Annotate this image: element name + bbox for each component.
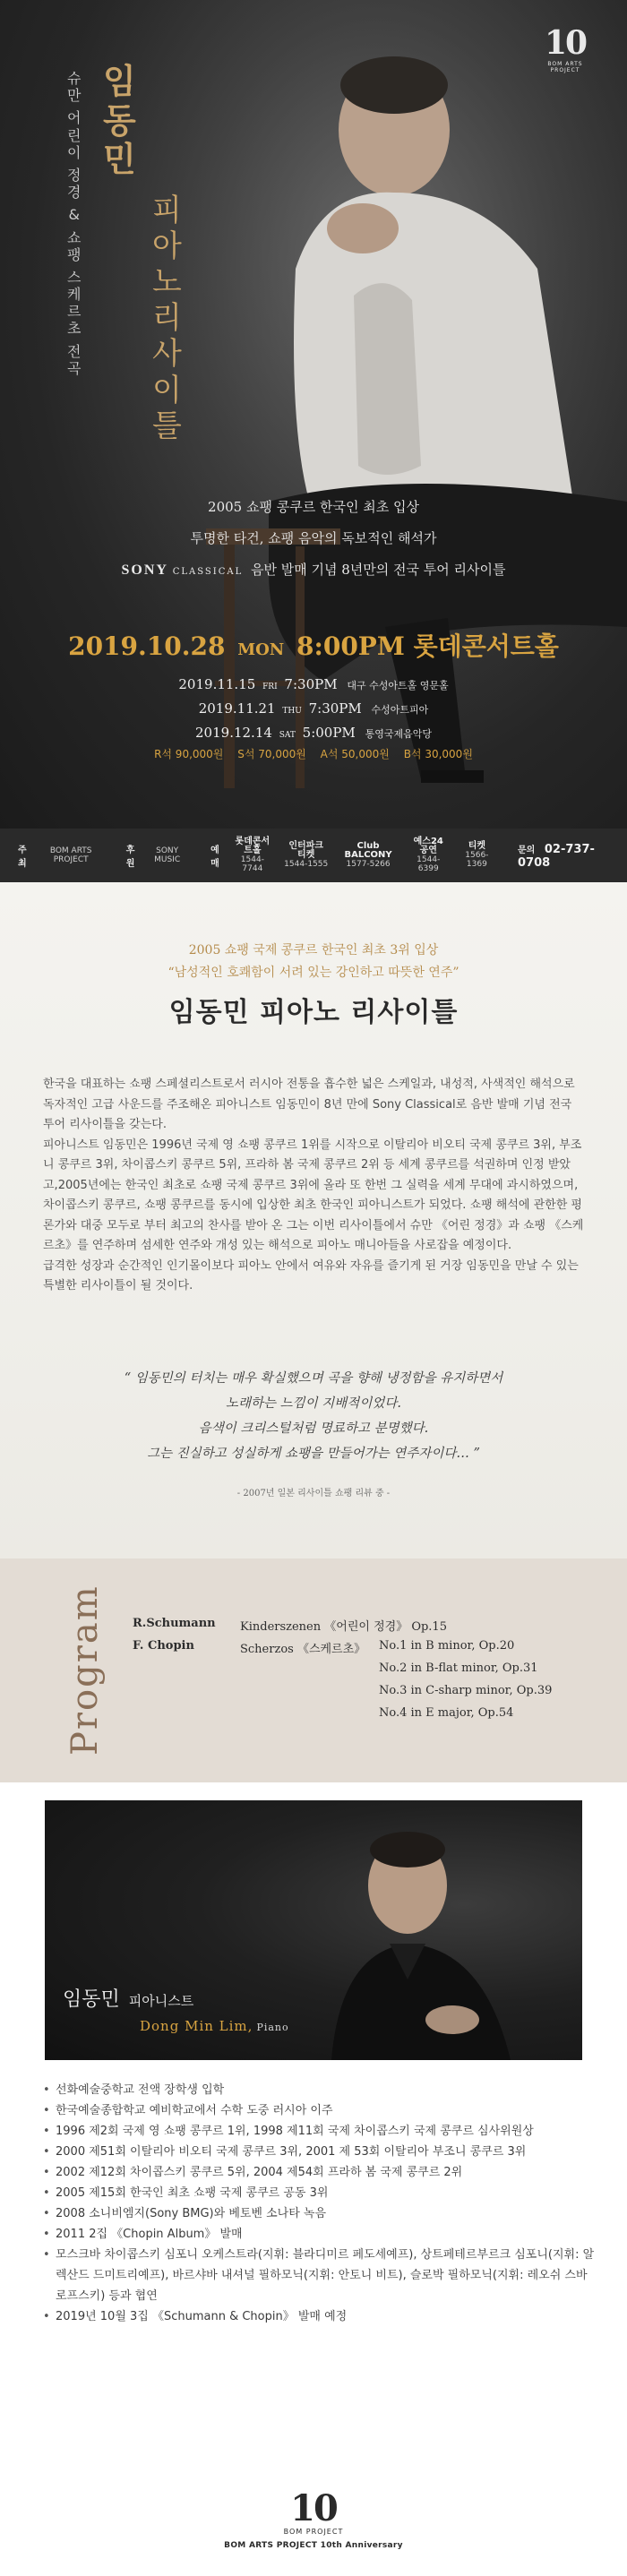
album-tour-text: 음반 발매 기념 8년만의 전국 투어 리사이틀 xyxy=(251,562,506,578)
bio-paragraph: 급격한 성장과 순간적인 인기몰이보다 피아노 안에서 여유와 자유를 즐기게 된 거장 임동민을 만날 수 있는 특별한 리사이틀이 될 것이다. xyxy=(43,1258,579,1292)
pianist-profile-image xyxy=(45,1800,582,2060)
review-source: - 2007년 일본 리사이틀 쇼팽 리뷰 중 - xyxy=(236,1489,391,1498)
main-concert-date xyxy=(0,627,627,663)
title-char: 사 xyxy=(152,336,182,373)
vendor-phone: 1544-6399 xyxy=(417,855,441,873)
vendor-phone: 1544-7744 xyxy=(240,855,264,873)
subtitle-char: 린 xyxy=(67,126,82,144)
ticket-vendor[interactable] xyxy=(284,842,328,869)
name-char: 동 xyxy=(103,100,136,141)
ticket-vendor[interactable] xyxy=(232,837,273,873)
host-group xyxy=(18,842,114,869)
review-line: 그는 진실하고 성실하게 쇼팽을 만들어가는 연주자이다… ” xyxy=(147,1447,480,1461)
subtitle-char: 케 xyxy=(67,286,82,304)
price-s: S석 70,000원 xyxy=(237,748,306,760)
career-item: • 모스크바 차이콥스키 심포니 오케스트라(지휘: 블라디미르 페도세예프), 상트페테르부르크 심포니(지휘: 알렉산드 드미트리예프), 바르샤바 내셔널 필하모닉(지휘: 안토니 비트), 슬로박 필하모닉(지휘: 레오쉬 스바로프스키) 등과 협연 xyxy=(43,2245,598,2306)
tour-venue: 통영국제음악당 xyxy=(365,728,432,740)
program-row xyxy=(133,1617,598,1639)
vendor-name: 예스24 공연 xyxy=(413,837,443,855)
title-char: 틀 xyxy=(152,408,182,444)
title-char: 피 xyxy=(152,193,182,228)
main-time: 8:00PM xyxy=(296,631,405,661)
title-char: 노 xyxy=(152,264,182,301)
review-line: 노래하는 느낌이 지배적이었다. xyxy=(226,1396,401,1411)
sponsor-label: 후원 xyxy=(125,846,135,869)
vendor-phone: 1577-5266 xyxy=(346,860,391,869)
ticket-vendor[interactable] xyxy=(408,837,449,873)
inquiry-number: 02-737-0708 xyxy=(518,842,595,870)
profile-name xyxy=(63,1984,193,2012)
name-char: 민 xyxy=(103,140,136,180)
vertical-name xyxy=(103,63,136,180)
tour-venue: 대구 수성아트홀 영문홀 xyxy=(347,680,449,691)
tagline-quote: “남성적인 호쾌함이 서려 있는 강인하고 따뜻한 연주” xyxy=(167,966,460,980)
sony-music-logo: SONY MUSIC xyxy=(154,846,181,864)
price-r: R석 90,000원 xyxy=(154,748,224,760)
program-row xyxy=(133,1706,598,1729)
subtitle-char: 초 xyxy=(67,320,82,338)
program-heading xyxy=(54,1584,106,1766)
host-label: 주최 xyxy=(18,846,27,869)
ticket-vendor[interactable] xyxy=(339,842,397,869)
subtitle-char: 스 xyxy=(67,268,82,286)
career-item: • 한국예술종합학교 예비학교에서 수학 도중 러시아 이주 xyxy=(43,2100,598,2121)
intro-line-style: 투명한 타건, 쇼팽 음악의 독보적인 해석가 xyxy=(190,530,437,546)
ticket-label: 예매 xyxy=(210,846,219,869)
subtitle-char: 곡 xyxy=(67,359,82,377)
tour-date: 2019.12.14 xyxy=(195,725,272,741)
profile-name-en-text: Dong Min Lim, xyxy=(140,2018,253,2034)
subtitle-char: 정 xyxy=(67,166,82,184)
review-line: “ 임동민의 터치는 매우 확실했으며 곡을 향해 냉정함을 유지하면서 xyxy=(124,1371,503,1386)
subtitle-char: 팽 xyxy=(67,245,82,263)
subtitle-char: 어 xyxy=(67,109,82,127)
vendor-phone: 1566-1369 xyxy=(465,851,489,869)
tour-dow: FRI xyxy=(262,683,278,691)
sponsor-group xyxy=(126,842,198,869)
work-with-piece xyxy=(240,1617,447,1634)
work-title: Scherzos 《스케르초》 xyxy=(240,1643,366,1656)
profile-role-en: Piano xyxy=(256,2022,289,2033)
tour-dow: SAT xyxy=(279,731,296,740)
career-item: • 2011 2집 《Chopin Album》 발매 xyxy=(43,2224,598,2245)
subtitle-char: 전 xyxy=(67,342,82,360)
program-row xyxy=(133,1662,598,1684)
program-row xyxy=(133,1639,598,1662)
tour-date: 2019.11.21 xyxy=(198,700,276,717)
tour-time: 5:00PM xyxy=(302,725,356,741)
career-item: • 1996 제2회 국제 영 쇼팽 콩쿠르 1위, 1998 제11회 국제 차이콥스키 국제 콩쿠르 심사위원상 xyxy=(43,2121,598,2142)
review-quote xyxy=(0,1366,627,1466)
inquiry-label: 문의 xyxy=(518,845,536,855)
profile-name-kr: 임동민 xyxy=(63,1988,120,2011)
title-char: 리 xyxy=(152,300,182,337)
footer-logo xyxy=(0,2487,627,2550)
footer-logo-brand: BOM PROJECT xyxy=(283,2528,344,2536)
program-list xyxy=(133,1617,598,1729)
main-venue: 롯데콘서트홀 xyxy=(413,631,559,661)
sony-logo: SONY xyxy=(121,562,168,578)
tour-row xyxy=(0,674,627,698)
subtitle-char: 슈 xyxy=(67,70,82,87)
price-b: B석 30,000원 xyxy=(403,748,473,760)
ticket-prices xyxy=(0,746,627,761)
vertical-subtitle-col xyxy=(67,70,81,377)
piece-title: No.3 in C-sharp minor, Op.39 xyxy=(379,1684,553,1697)
career-item: • 2000 제51회 이탈리아 비오티 국제 콩쿠르 3위, 2001 제 53회 이탈리아 부조니 콩쿠르 3위 xyxy=(43,2142,598,2162)
bio-paragraph: 피아니스트 임동민은 1996년 국제 영 쇼팽 콩쿠르 1위를 시작으로 이탈리아 비오티 국제 콩쿠르 3위, 부조니 콩쿠르 3위, 차이콥스키 콩쿠르 5위, 프라하 봄 국제 콩쿠르 2위 등 세계 콩쿠르를 석권하며 인정 받았고,2005년에는 한국인 최초로 쇼팽 국제 콩쿠르 3위에 올라 또 한번 그 실력을 세계 무대에 과시하였으며, 차이콥스키 콩쿠르, 쇼팽 콩쿠르를 동시에 입상한 최초 한국인 피아니스트가 되었다. 쇼팽 해석에 관한한 평론가와 대중 모두로 부터 최고의 찬사를 받아 온 그는 이번 리사이틀에서 슈만 《어린 정경》과 쇼팽 《스케르초》를 연주하며 섬세한 연주와 개성 있는 해석으로 피아노 매니아들을 사로잡을 예정이다. xyxy=(43,1138,584,1252)
subtitle-char: 경 xyxy=(67,184,82,202)
title-char: 아 xyxy=(152,228,182,265)
inquiry-phone[interactable] xyxy=(518,842,609,870)
anniversary-logo-text: BOM ARTS PROJECT xyxy=(547,61,583,73)
anniversary-logo xyxy=(539,24,591,73)
career-item: • 2002 제12회 차이콥스키 콩쿠르 5위, 2004 제54회 프라하 봄 국제 콩쿠르 2위 xyxy=(43,2162,598,2183)
piece-title: No.1 in B minor, Op.20 xyxy=(379,1639,515,1653)
piece-title: No.2 in B-flat minor, Op.31 xyxy=(379,1662,538,1675)
host-logo: BOM ARTS PROJECT xyxy=(49,846,92,864)
vertical-title xyxy=(152,193,182,444)
career-item: • 2005 제15회 한국인 최초 쇼팽 국제 콩쿠르 공동 3위 xyxy=(43,2183,598,2203)
main-date: 2019.10.28 xyxy=(68,631,226,661)
ticket-vendor[interactable] xyxy=(460,842,494,869)
program-row xyxy=(133,1684,598,1706)
subtitle-char: 르 xyxy=(67,303,82,321)
career-item: • 2019년 10월 3집 《Schumann & Chopin》 발매 예정 xyxy=(43,2306,598,2327)
hero-poster xyxy=(0,0,627,829)
vendor-name: 롯데콘서트홀 xyxy=(235,837,271,855)
price-a: A석 50,000원 xyxy=(320,748,390,760)
career-item: • 2008 소니비엠지(Sony BMG)와 베토벤 소나타 녹음 xyxy=(43,2203,598,2224)
title-char: 이 xyxy=(152,372,182,408)
vendor-name: Club BALCONY xyxy=(344,841,392,860)
recital-title: 임동민 피아노 리사이틀 xyxy=(168,997,459,1028)
tour-row xyxy=(0,722,627,746)
main-dow: MON xyxy=(237,640,285,659)
subtitle-char: 쇼 xyxy=(67,228,82,246)
tour-date: 2019.11.15 xyxy=(178,676,256,692)
ticket-group xyxy=(210,837,505,873)
credits-bar xyxy=(0,829,627,882)
tour-schedule xyxy=(0,674,627,746)
review-line: 음색이 크리스털처럼 명료하고 분명했다. xyxy=(198,1421,429,1436)
vendor-phone: 1544-1555 xyxy=(284,860,329,869)
intro-line-album xyxy=(0,560,627,579)
tour-time: 7:30PM xyxy=(284,676,338,692)
composer: R.Schumann xyxy=(133,1617,216,1630)
vendor-name: 인터파크 티켓 xyxy=(288,841,324,860)
tour-row xyxy=(0,698,627,722)
piece-title: No.4 in E major, Op.54 xyxy=(379,1706,514,1720)
work-title: Kinderszenen xyxy=(240,1620,322,1634)
vendor-name: 티켓 xyxy=(468,841,486,851)
profile-role-kr: 피아니스트 xyxy=(128,1993,194,2009)
award-line: 2005 쇼팽 국제 콩쿠르 한국인 최초 3위 입상 xyxy=(188,943,439,957)
tour-venue: 수성아트피아 xyxy=(371,704,429,716)
subtitle-char: & xyxy=(68,206,80,224)
profile-name-en xyxy=(140,2018,289,2034)
subtitle-char: 만 xyxy=(67,87,82,105)
composer: F. Chopin xyxy=(133,1639,194,1653)
name-char: 임 xyxy=(103,62,136,101)
profile-photo xyxy=(45,1800,582,2060)
footer-logo-number: 10 xyxy=(290,2487,337,2529)
subtitle-char: 이 xyxy=(67,143,82,161)
anniversary-logo-number: 10 xyxy=(544,24,587,62)
tour-dow: THU xyxy=(282,707,302,716)
piece-title: 《어린이 정경》 Op.15 xyxy=(324,1620,447,1634)
tour-time: 7:30PM xyxy=(308,700,362,717)
career-item: • 선화예술중학교 전액 장학생 입학 xyxy=(43,2080,598,2100)
classical-label: CLASSICAL xyxy=(172,567,244,577)
career-list xyxy=(43,2080,598,2327)
program-heading-text: Program xyxy=(64,1584,106,1756)
bio-text xyxy=(43,1075,584,1297)
footer-tagline: BOM ARTS PROJECT 10th Anniversary xyxy=(224,2541,403,2550)
intro-line-award: 2005 쇼팽 콩쿠르 한국인 최초 입상 xyxy=(208,499,419,515)
bio-paragraph: 한국을 대표하는 쇼팽 스페셜리스트로서 러시아 전통을 흡수한 넓은 스케일과, 내성적, 사색적인 해석으로 독자적인 고급 사운드를 주조해온 피아니스트 임동민이 8년 만에 Sony Classical로 음반 발매 기념 전국 투어 리사이틀을 갖는다. xyxy=(43,1078,575,1131)
